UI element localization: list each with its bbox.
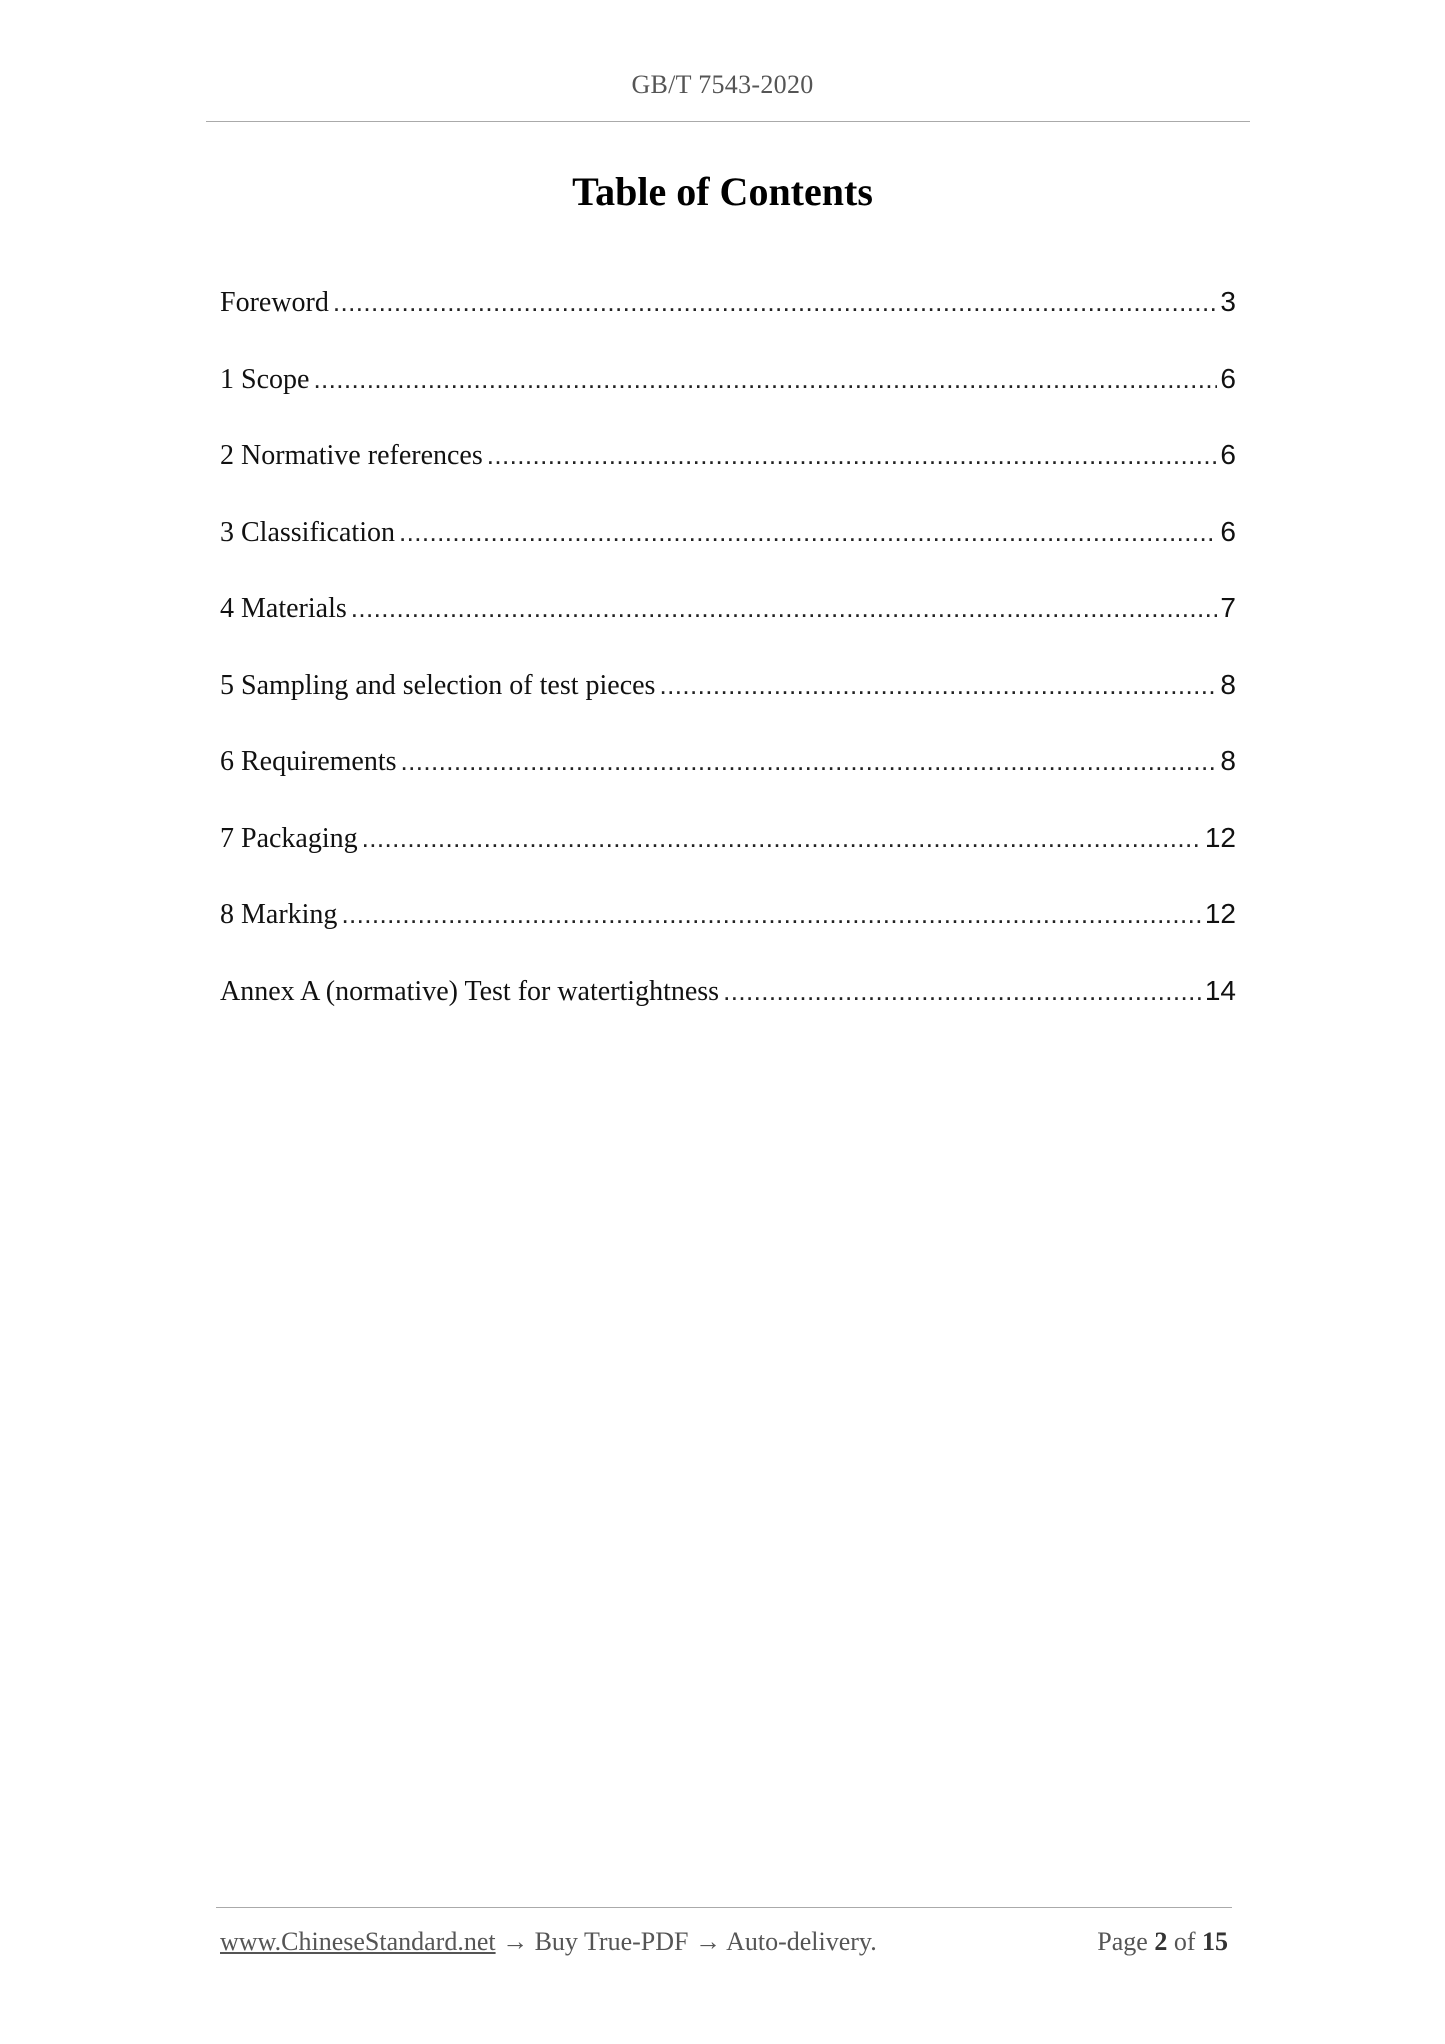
toc-entry-label: 1 Scope <box>220 363 310 395</box>
page-word: Page <box>1097 1927 1148 1956</box>
website-link[interactable]: www.ChineseStandard.net <box>220 1927 496 1956</box>
footer-promo <box>220 1927 877 1957</box>
toc-entry-label: 6 Requirements <box>220 746 397 777</box>
toc-entry-page: 6 <box>1220 439 1236 470</box>
toc-dot-leader <box>313 364 1217 395</box>
toc-entry-marking[interactable] <box>220 898 1236 975</box>
toc-entry-label: 5 Sampling and selection of test pieces <box>220 669 656 701</box>
toc-entry-page: 6 <box>1220 362 1236 394</box>
toc-dot-leader <box>362 823 1202 854</box>
toc-entry-classification[interactable] <box>220 516 1236 593</box>
toc-entry-normative-references[interactable] <box>220 439 1236 516</box>
toc-entry-materials[interactable] <box>220 592 1236 669</box>
toc-dot-leader <box>487 440 1218 471</box>
toc-list <box>220 286 1236 1051</box>
toc-dot-leader <box>333 287 1218 318</box>
toc-entry-label: 2 Normative references <box>220 440 483 471</box>
toc-dot-leader <box>723 976 1202 1007</box>
toc-entry-page: 14 <box>1204 974 1236 1006</box>
buy-pdf-text: Buy True-PDF <box>534 1927 689 1956</box>
toc-title: Table of Contents <box>572 169 873 214</box>
toc-dot-leader <box>401 746 1218 777</box>
toc-entry-requirements[interactable] <box>220 745 1236 822</box>
toc-entry-foreword[interactable] <box>220 286 1236 363</box>
toc-dot-leader <box>351 593 1218 624</box>
header-divider <box>206 121 1250 122</box>
footer-divider <box>216 1907 1232 1908</box>
toc-dot-leader <box>341 899 1201 930</box>
arrow-right-icon: → <box>502 1927 529 1956</box>
toc-entry-page: 8 <box>1220 668 1236 700</box>
arrow-right-icon: → <box>695 1927 721 1956</box>
toc-entry-page: 12 <box>1204 898 1236 929</box>
auto-delivery-text: Auto-delivery. <box>726 1927 877 1956</box>
toc-entry-page: 7 <box>1220 592 1236 623</box>
toc-entry-page: 6 <box>1220 515 1236 547</box>
toc-entry-label: Foreword <box>220 287 329 318</box>
total-pages-number: 15 <box>1202 1927 1228 1956</box>
toc-entry-sampling[interactable] <box>220 669 1236 746</box>
document-id-header: GB/T 7543-2020 <box>631 70 814 99</box>
toc-entry-label: Annex A (normative) Test for watertightness <box>220 975 720 1007</box>
current-page-number: 2 <box>1154 1927 1168 1956</box>
toc-entry-label: 8 Marking <box>220 899 338 930</box>
toc-entry-scope[interactable] <box>220 363 1236 440</box>
toc-entry-page: 3 <box>1220 286 1236 317</box>
toc-dot-leader <box>659 670 1217 701</box>
toc-entry-label: 3 Classification <box>220 516 395 548</box>
toc-entry-page: 12 <box>1204 821 1236 853</box>
of-word: of <box>1173 1927 1196 1956</box>
toc-entry-label: 7 Packaging <box>220 822 358 854</box>
toc-entry-page: 8 <box>1220 745 1236 776</box>
toc-entry-annex-a[interactable] <box>220 975 1236 1052</box>
toc-entry-label: 4 Materials <box>220 593 347 624</box>
toc-dot-leader <box>399 517 1217 548</box>
toc-entry-packaging[interactable] <box>220 822 1236 899</box>
page-indicator <box>1097 1927 1228 1957</box>
